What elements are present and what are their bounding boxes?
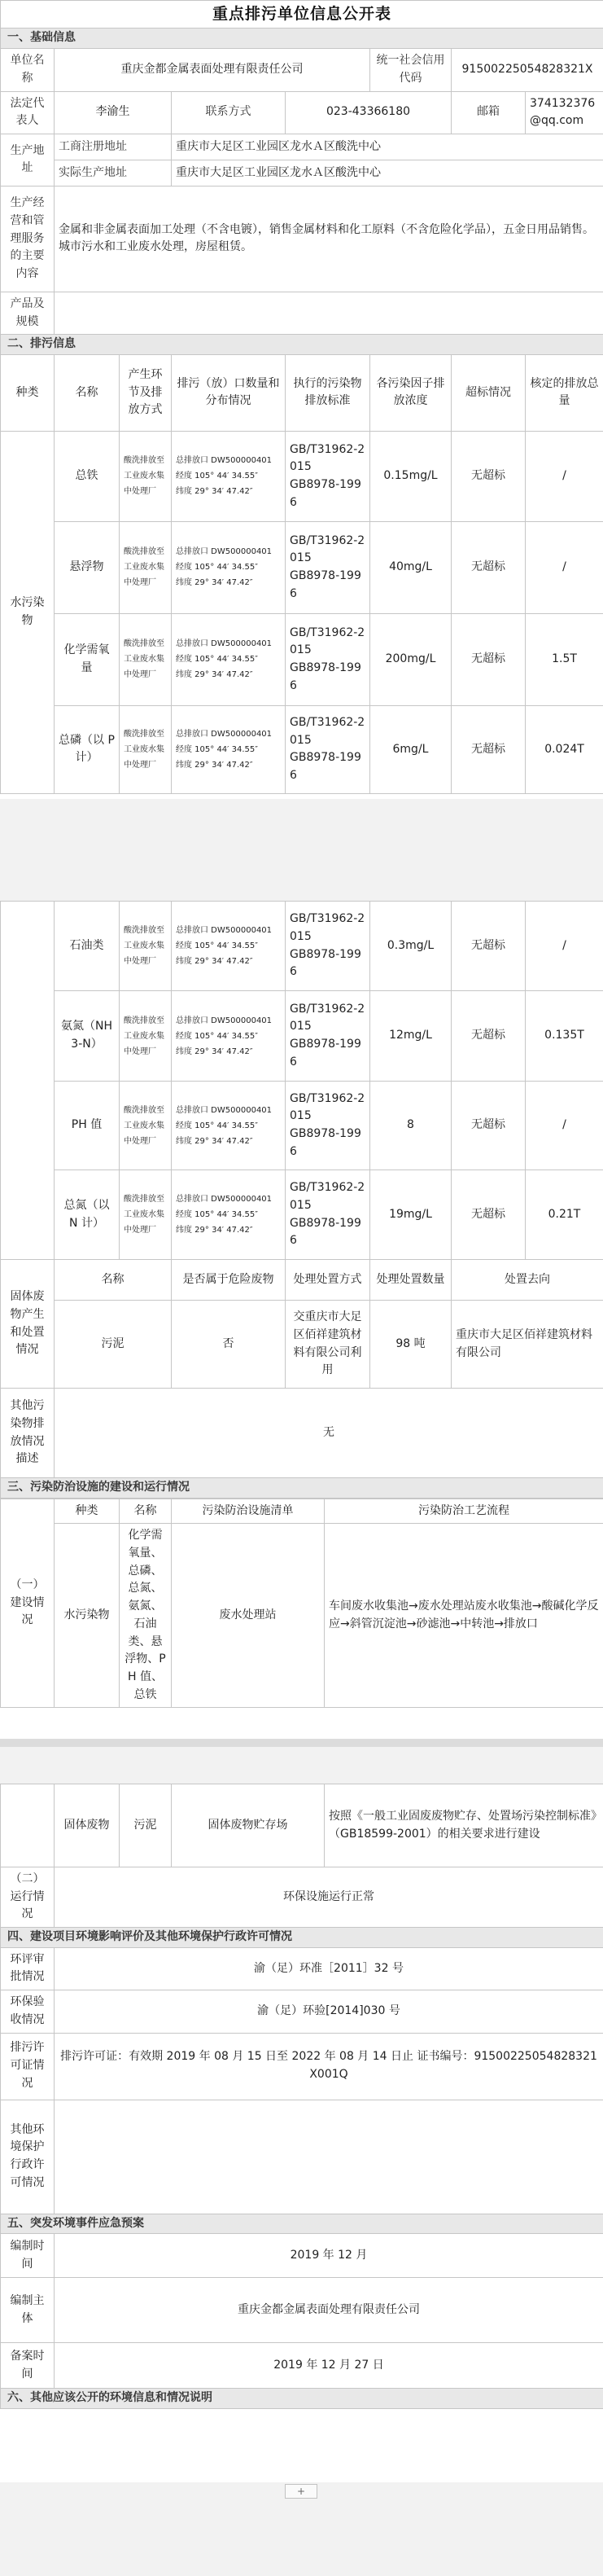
pollutant-row [1,705,603,793]
standard-gbt: GB/T31962-2015 [290,442,365,474]
emergency-body: 重庆金都金属表面处理有限责任公司 [55,2278,603,2343]
standard-gb: GB8978-1996 [290,947,361,979]
page-gap-2 [0,1747,603,1784]
outlet-longitude: 经度 105° 44′ 34.55″ [176,1210,258,1219]
page-gap-1 [0,799,603,901]
pollutant-total: / [526,521,603,613]
part-2 [0,901,603,1708]
pollutant-outlet [172,705,286,793]
eia-acceptance-label: 环保验收情况 [1,1990,55,2033]
pollutant-name: 悬浮物 [55,521,120,613]
pollutant-row [1,991,603,1082]
header-source: 产生环节及排放方式 [120,354,172,431]
eia-approval-label: 环评审批情况 [1,1947,55,1990]
pollutant-outlet [172,613,286,705]
pollutant-standard [286,613,370,705]
pollutant-exceed: 无超标 [452,1082,526,1170]
emergency-date: 2019 年 12 月 [55,2234,603,2278]
pollutant-source: 酸洗排放至工业废水集中处理厂 [120,705,172,793]
actual-address: 重庆市大足区工业园区龙水Ａ区酸洗中心 [172,160,603,186]
standard-gbt: GB/T31962-2015 [290,625,365,657]
pollutant-exceed: 无超标 [452,431,526,521]
contact-phone: 023-43366180 [286,91,452,134]
standard-gbt: GB/T31962-2015 [290,1181,365,1212]
standard-gb: GB8978-1996 [290,1127,361,1158]
solid-amount: 98 吨 [370,1301,452,1389]
emergency-filing: 2019 年 12 月 27 日 [55,2343,603,2389]
header-total: 核定的排放总量 [526,354,603,431]
section-other: 六、其他应该公开的环境信息和情况说明 [1,2389,603,2409]
pollutant-name: 总磷（以 P 计） [55,705,120,793]
header-standard: 执行的污染物排放标准 [286,354,370,431]
solid-header-hazard: 是否属于危险废物 [172,1260,286,1301]
actual-address-label: 实际生产地址 [55,160,172,186]
business-label: 生产经营和管理服务的主要内容 [1,186,55,292]
facility-header-name: 名称 [120,1499,172,1524]
reg-address-label: 工商注册地址 [55,134,172,160]
pollutant-outlet [172,902,286,991]
pollutant-exceed: 无超标 [452,902,526,991]
pollutant-outlet [172,991,286,1082]
pollutant-name: 总氮（以 N 计） [55,1170,120,1260]
page-gap-divider [0,1739,603,1747]
pollutant-name: 总铁 [55,431,120,521]
outlet-latitude: 纬度 29° 34′ 47.42″ [176,760,253,770]
pollutant-concentration: 12mg/L [370,991,452,1082]
pollutant-total: 0.024T [526,705,603,793]
facility-build-label: （一）建设情况 [1,1499,55,1708]
outlet-longitude: 经度 105° 44′ 34.55″ [176,1031,258,1041]
outlet-latitude: 纬度 29° 34′ 47.42″ [176,1047,253,1056]
pollutant-standard [286,431,370,521]
outlet-longitude: 经度 105° 44′ 34.55″ [176,1121,258,1130]
outlet-latitude: 纬度 29° 34′ 47.42″ [176,1226,253,1235]
solid-header-name: 名称 [55,1260,172,1301]
facility-header-process: 污染防治工艺流程 [325,1499,603,1524]
facility-header-list: 污染防治设施清单 [172,1499,325,1524]
pollutant-source: 酸洗排放至工业废水集中处理厂 [120,1082,172,1170]
legal-rep-label: 法定代表人 [1,91,55,134]
pollutant-standard [286,991,370,1082]
pollutant-concentration: 6mg/L [370,705,452,793]
outlet-longitude: 经度 105° 44′ 34.55″ [176,744,258,754]
standard-gb: GB8978-1996 [290,1216,361,1248]
disclosure-table-3 [0,1784,603,2409]
header-exceed: 超标情况 [452,354,526,431]
solid-destination: 重庆市大足区佰祥建筑材料有限公司 [452,1301,603,1389]
pollutant-row [1,902,603,991]
pollutant-source: 酸洗排放至工业废水集中处理厂 [120,613,172,705]
pollutant-source: 酸洗排放至工业废水集中处理厂 [120,521,172,613]
pollutant-standard [286,1170,370,1260]
outlet-latitude: 纬度 29° 34′ 47.42″ [176,487,253,497]
pollutant-total: / [526,902,603,991]
outlet-id: 总排放口 DW500000401 [176,456,273,466]
solid-waste-label: 固体废物产生和处置情况 [1,1260,55,1389]
pollutant-source: 酸洗排放至工业废水集中处理厂 [120,1170,172,1260]
outlet-longitude: 经度 105° 44′ 34.55″ [176,941,258,950]
pollutant-standard [286,521,370,613]
facility-solid-name: 污泥 [120,1784,172,1867]
section-eia: 四、建设项目环境影响评价及其他环境保护行政许可情况 [1,1928,603,1948]
solid-method: 交重庆市大足区佰祥建筑材料有限公司利用 [286,1301,370,1389]
standard-gbt: GB/T31962-2015 [290,1091,365,1123]
emergency-date-label: 编制时间 [1,2234,55,2278]
pollutant-exceed: 无超标 [452,613,526,705]
facilities-table [0,1499,603,1709]
pollutant-type: 水污染物 [1,431,55,793]
credit-code-label: 统一社会信用代码 [370,49,452,91]
products-value [55,292,603,334]
facility-run-label: （二）运行情况 [1,1867,55,1928]
header-type: 种类 [1,354,55,431]
pollutant-standard [286,1082,370,1170]
pollutant-total: 0.21T [526,1170,603,1260]
header-concentration: 各污染因子排放浓度 [370,354,452,431]
outlet-latitude: 纬度 29° 34′ 47.42″ [176,578,253,588]
pollutant-exceed: 无超标 [452,521,526,613]
expand-button[interactable]: + [285,2484,317,2499]
emergency-body-label: 编制主体 [1,2278,55,2343]
solid-header-method: 处理处置方式 [286,1260,370,1301]
solid-hazard: 否 [172,1301,286,1389]
solid-header-amount: 处理处置数量 [370,1260,452,1301]
standard-gb: GB8978-1996 [290,568,361,600]
outlet-id: 总排放口 DW500000401 [176,1195,273,1204]
facility-solid-type: 固体废物 [55,1784,120,1867]
pollutant-concentration: 0.15mg/L [370,431,452,521]
other-pollutant-value: 无 [55,1389,603,1478]
section-emergency: 五、突发环境事件应急预案 [1,2214,603,2234]
facility-run-value: 环保设施运行正常 [55,1867,603,1928]
pollutant-outlet [172,431,286,521]
pollutant-row [1,1170,603,1260]
standard-gb: GB8978-1996 [290,660,361,692]
unit-name-label: 单位名称 [1,49,55,91]
pollutant-concentration: 8 [370,1082,452,1170]
facility-water-type: 水污染物 [55,1524,120,1708]
outlet-longitude: 经度 105° 44′ 34.55″ [176,563,258,573]
credit-code: 91500225054828321X [452,49,603,91]
pollutant-standard [286,902,370,991]
part-3 [0,1784,603,2409]
pollutant-concentration: 40mg/L [370,521,452,613]
pollutant-row [1,521,603,613]
pollutant-total: / [526,1082,603,1170]
email-label: 邮箱 [452,91,526,134]
pollutant-outlet [172,521,286,613]
pollutant-total: 1.5T [526,613,603,705]
legal-rep: 李渝生 [55,91,172,134]
emergency-filing-label: 备案时间 [1,2343,55,2389]
pollutant-row [1,613,603,705]
section-basic: 一、基础信息 [1,29,603,49]
standard-gbt: GB/T31962-2015 [290,716,365,747]
facility-water-pollutants: 化学需氧量、总磷、总氮、氨氮、石油类、悬浮物、PH 值、总铁 [120,1524,172,1708]
pollutant-concentration: 19mg/L [370,1170,452,1260]
outlet-latitude: 纬度 29° 34′ 47.42″ [176,957,253,966]
eia-approval: 渝（足）环准［2011］32 号 [55,1947,603,1990]
disclosure-table-1 [0,0,603,794]
outlet-longitude: 经度 105° 44′ 34.55″ [176,472,258,481]
outlet-id: 总排放口 DW500000401 [176,1016,273,1025]
pollutant-outlet [172,1170,286,1260]
pollutant-exceed: 无超标 [452,705,526,793]
other-pollutant-label: 其他污染物排放情况描述 [1,1389,55,1478]
standard-gbt: GB/T31962-2015 [290,912,365,943]
header-outlets: 排污（放）口数量和分布情况 [172,354,286,431]
pollutant-row [1,431,603,521]
facility-water-process: 车间废水收集池→废水处理站废水收集池→酸碱化学反应→斜管沉淀池→砂滤池→中转池→排放口 [325,1524,603,1708]
reg-address: 重庆市大足区工业园区龙水Ａ区酸洗中心 [172,134,603,160]
part-1 [0,0,603,794]
facility-solid-process: 按照《一般工业固废废物贮存、处置场污染控制标准》（GB18599-2001）的相关要求进行建设 [325,1784,603,1867]
pollutant-concentration: 0.3mg/L [370,902,452,991]
eia-acceptance: 渝（足）环验[2014]030 号 [55,1990,603,2033]
outlet-latitude: 纬度 29° 34′ 47.42″ [176,670,253,680]
standard-gb: GB8978-1996 [290,751,361,783]
eia-other-label: 其他环境保护行政许可情况 [1,2100,55,2214]
pollutant-exceed: 无超标 [452,1170,526,1260]
eia-permit-label: 排污许可证情况 [1,2033,55,2100]
business-scope: 金属和非金属表面加工处理（不含电镀），销售金属材料和化工原料（不含危险化学品），五金日用品销售。城市污水和工业废水处理，房屋租赁。 [55,186,603,292]
outlet-id: 总排放口 DW500000401 [176,1105,273,1115]
pollutant-name: PH 值 [55,1082,120,1170]
pollutant-total: / [526,431,603,521]
pollutant-total: 0.135T [526,991,603,1082]
page-title: 重点排污单位信息公开表 [1,1,603,29]
standard-gbt: GB/T31962-2015 [290,1002,365,1033]
outlet-id: 总排放口 DW500000401 [176,729,273,739]
outlet-latitude: 纬度 29° 34′ 47.42″ [176,1136,253,1146]
unit-name: 重庆金都金属表面处理有限责任公司 [55,49,370,91]
standard-gb: GB8978-1996 [290,1038,361,1069]
contact-label: 联系方式 [172,91,286,134]
standard-gb: GB8978-1996 [290,477,361,509]
eia-permit: 排污许可证：有效期 2019 年 08 月 15 日至 2022 年 08 月 14 日止 证书编号：91500225054828321X001Q [55,2033,603,2100]
pollutant-outlet [172,1082,286,1170]
solid-header-destination: 处置去向 [452,1260,603,1301]
facility-solid-list: 固体废物贮存场 [172,1784,325,1867]
products-label: 产品及规模 [1,292,55,334]
disclosure-table-2 [0,901,603,1499]
standard-gbt: GB/T31962-2015 [290,533,365,565]
section-pollution: 二、排污信息 [1,335,603,355]
pollutant-source: 酸洗排放至工业废水集中处理厂 [120,991,172,1082]
pollutant-concentration: 200mg/L [370,613,452,705]
address-label: 生产地址 [1,134,55,186]
eia-other [55,2100,603,2214]
outlet-id: 总排放口 DW500000401 [176,926,273,935]
pollutant-exceed: 无超标 [452,991,526,1082]
outlet-id: 总排放口 DW500000401 [176,547,273,557]
pollutant-source: 酸洗排放至工业废水集中处理厂 [120,431,172,521]
header-name: 名称 [55,354,120,431]
pollutant-source: 酸洗排放至工业废水集中处理厂 [120,902,172,991]
facility-water-list: 废水处理站 [172,1524,325,1708]
email: 374132376@qq.com [526,91,603,134]
facility-header-type: 种类 [55,1499,120,1524]
pollutant-name: 化学需氧量 [55,613,120,705]
facility-build-label-cont [1,1784,55,1867]
pollutant-standard [286,705,370,793]
pollutant-row [1,1082,603,1170]
outlet-id: 总排放口 DW500000401 [176,639,273,649]
section-facilities: 三、污染防治设施的建设和运行情况 [1,1478,603,1499]
pollutant-type [1,902,55,1260]
solid-name: 污泥 [55,1301,172,1389]
pollutant-name: 石油类 [55,902,120,991]
outlet-longitude: 经度 105° 44′ 34.55″ [176,655,258,665]
pollutant-name: 氨氮（NH3-N） [55,991,120,1082]
